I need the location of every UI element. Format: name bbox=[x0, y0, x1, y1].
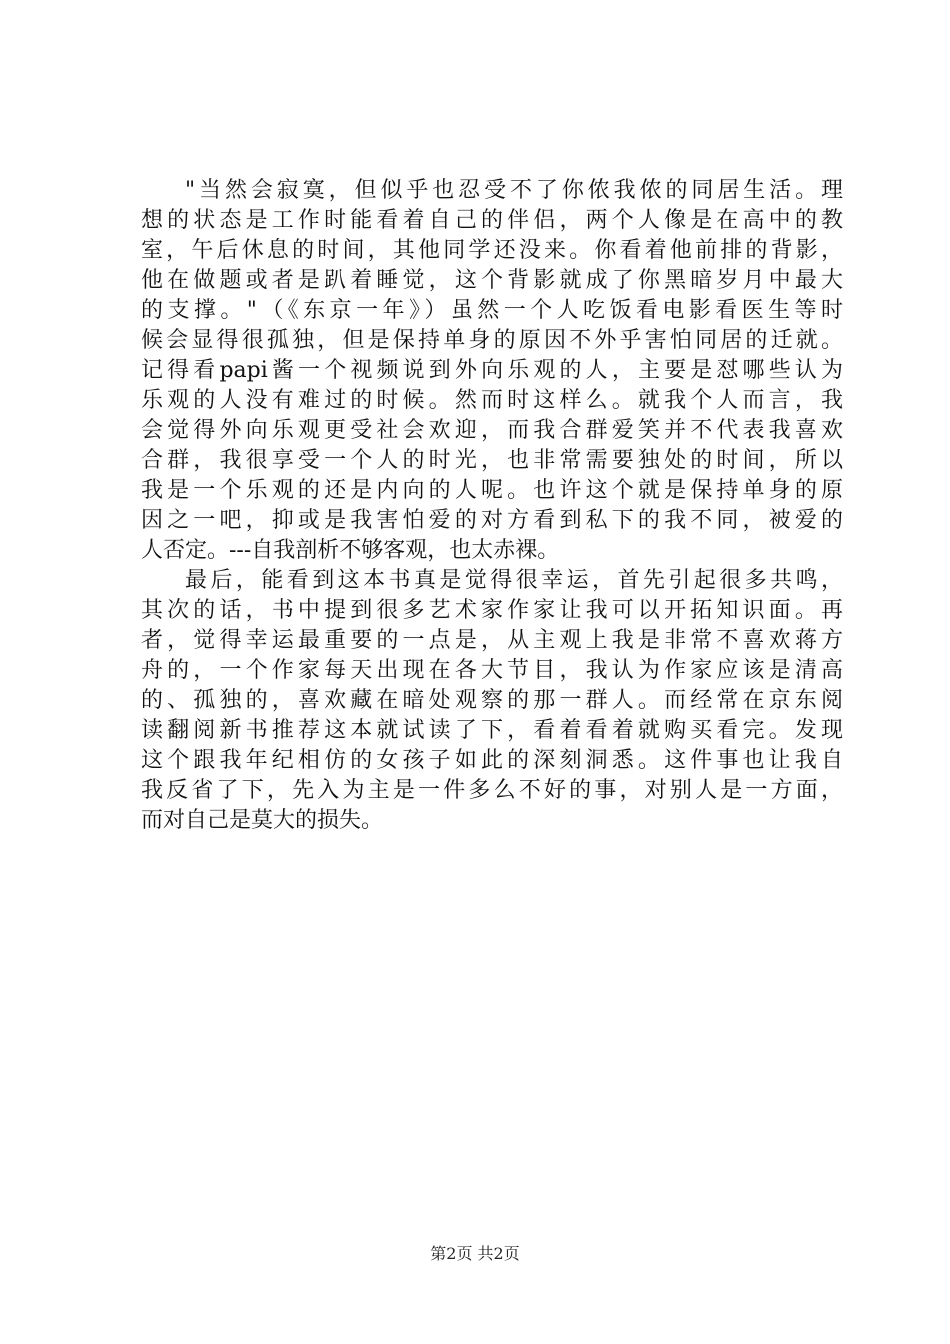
text-line: 记得看papi酱一个视频说到外向乐观的人，主要是怼哪些认为 bbox=[141, 358, 843, 383]
text-line: 而对自己是莫大的损失。 bbox=[141, 808, 384, 833]
text-line: 因之一吧，抑或是我害怕爱的对方看到私下的我不同，被爱的 bbox=[141, 508, 843, 533]
text-line: 我反省了下，先入为主是一件多么不好的事，对别人是一方面， bbox=[141, 778, 843, 803]
text-line: 乐观的人没有难过的时候。然而时这样么。就我个人而言，我 bbox=[141, 388, 843, 413]
text-line: 人否定。---自我剖析不够客观，也太赤裸。 bbox=[141, 538, 560, 563]
text-line: 想的状态是工作时能看着自己的伴侣，两个人像是在高中的教 bbox=[141, 208, 843, 233]
text-line: 我是一个乐观的还是内向的人呢。也许这个就是保持单身的原 bbox=[141, 478, 843, 503]
text-line: 的、孤独的，喜欢藏在暗处观察的那一群人。而经常在京东阅 bbox=[141, 688, 843, 713]
text-line: 其次的话，书中提到很多艺术家作家让我可以开拓知识面。再 bbox=[141, 598, 843, 623]
text-line: 他在做题或者是趴着睡觉，这个背影就成了你黑暗岁月中最大 bbox=[141, 268, 843, 293]
page-number-footer: 第2页 共2页 bbox=[430, 1244, 520, 1263]
text-line: 合群，我很享受一个人的时光，也非常需要独处的时间，所以 bbox=[141, 448, 843, 473]
text-line: 舟的，一个作家每天出现在各大节目，我认为作家应该是清高 bbox=[141, 658, 843, 683]
text-line: 会觉得外向乐观更受社会欢迎，而我合群爱笑并不代表我喜欢 bbox=[141, 418, 843, 443]
text-line: 的支撑。"（《东京一年》）虽然一个人吃饭看电影看医生等时 bbox=[141, 298, 843, 323]
text-line: 读翻阅新书推荐这本就试读了下，看着看着就购买看完。发现 bbox=[141, 718, 843, 743]
text-line: 者，觉得幸运最重要的一点是，从主观上我是非常不喜欢蒋方 bbox=[141, 628, 843, 653]
text-line: 室，午后休息的时间，其他同学还没来。你看着他前排的背影， bbox=[141, 238, 843, 263]
text-line: "当然会寂寞，但似乎也忍受不了你侬我侬的同居生活。理 bbox=[185, 178, 843, 203]
text-line: 这个跟我年纪相仿的女孩子如此的深刻洞悉。这件事也让我自 bbox=[141, 748, 843, 773]
text-line: 最后，能看到这本书真是觉得很幸运，首先引起很多共鸣， bbox=[185, 568, 843, 593]
text-line: 候会显得很孤独，但是保持单身的原因不外乎害怕同居的迁就。 bbox=[141, 328, 843, 353]
